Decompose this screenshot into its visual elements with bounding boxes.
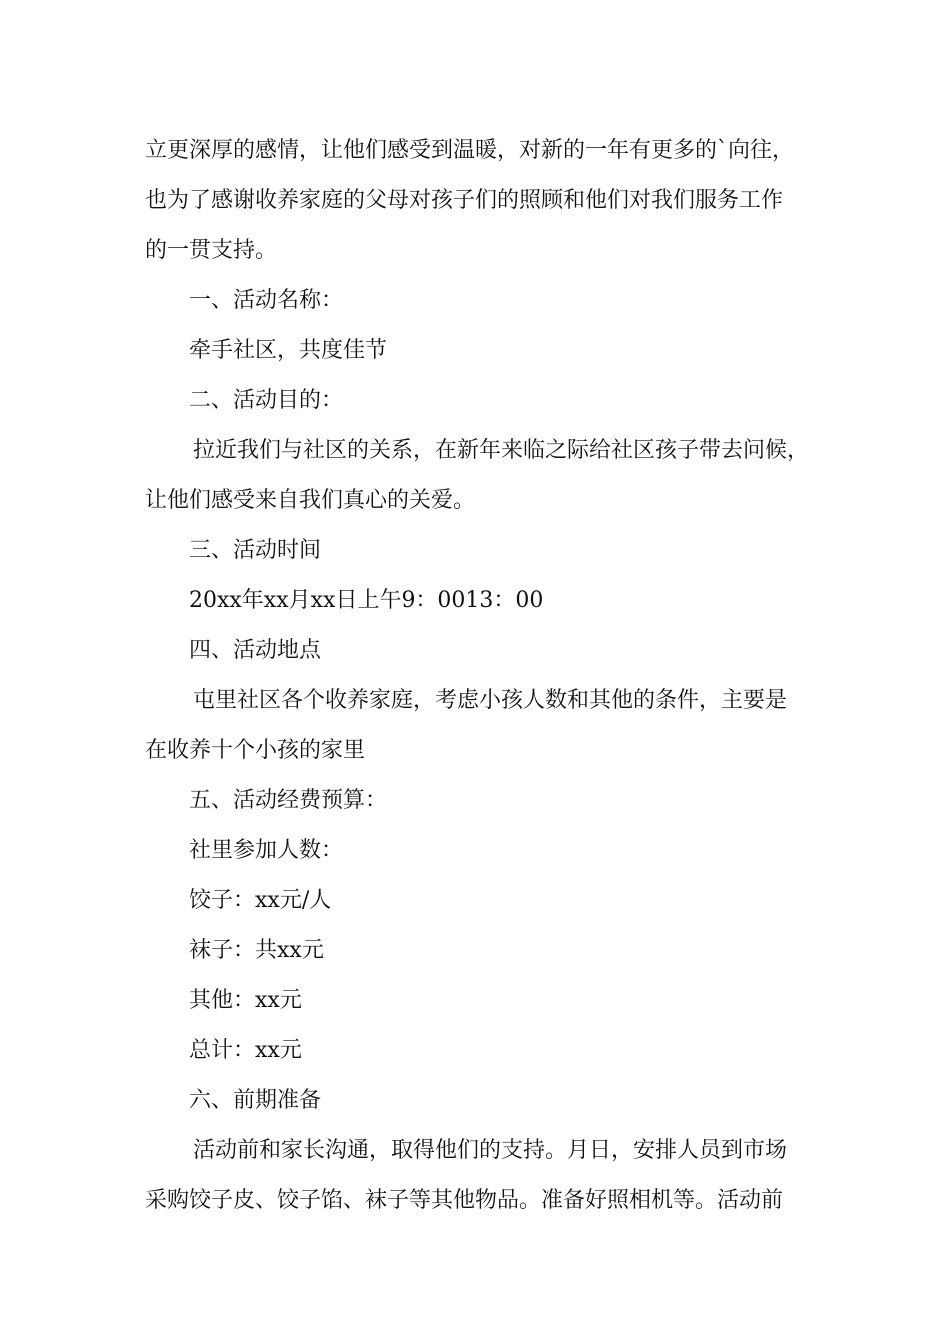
- paragraph-line: 屯里社区各个收养家庭，考虑小孩人数和其他的条件，主要是: [193, 688, 788, 713]
- paragraph-line: 立更深厚的感情，让他们感受到温暖，对新的一年有更多的`向往，: [145, 138, 795, 163]
- section-heading: 二、活动目的：: [189, 388, 344, 413]
- paragraph-line: 牵手社区，共度佳节: [189, 338, 388, 363]
- section-heading: 一、活动名称：: [189, 288, 344, 313]
- paragraph-line: 社里参加人数：: [189, 838, 344, 863]
- paragraph-line: 其他：xx元: [189, 988, 302, 1013]
- section-heading: 三、活动时间: [189, 538, 322, 563]
- paragraph-line: 活动前和家长沟通，取得他们的支持。月日，安排人员到市场: [193, 1138, 788, 1163]
- paragraph-line: 总计：xx元: [189, 1038, 302, 1063]
- paragraph-line: 在收养十个小孩的家里: [145, 738, 366, 763]
- paragraph-line: 袜子：共xx元: [189, 938, 324, 963]
- section-heading: 五、活动经费预算：: [189, 788, 388, 813]
- paragraph-line: 采购饺子皮、饺子馅、袜子等其他物品。准备好照相机等。活动前: [145, 1188, 784, 1213]
- section-heading: 四、活动地点: [189, 638, 322, 663]
- paragraph-line: 20xx年xx月xx日上午9：0013：00: [189, 588, 544, 613]
- paragraph-line: 的一贯支持。: [145, 238, 278, 263]
- paragraph-line: 也为了感谢收养家庭的父母对孩子们的照顾和他们对我们服务工作: [145, 188, 784, 213]
- section-heading: 六、前期准备: [189, 1088, 322, 1113]
- document-body: [145, 126, 825, 1226]
- paragraph-line: 拉近我们与社区的关系，在新年来临之际给社区孩子带去问候，: [193, 438, 810, 463]
- paragraph-line: 让他们感受来自我们真心的关爱。: [145, 488, 476, 513]
- paragraph-line: 饺子：xx元/人: [189, 888, 332, 913]
